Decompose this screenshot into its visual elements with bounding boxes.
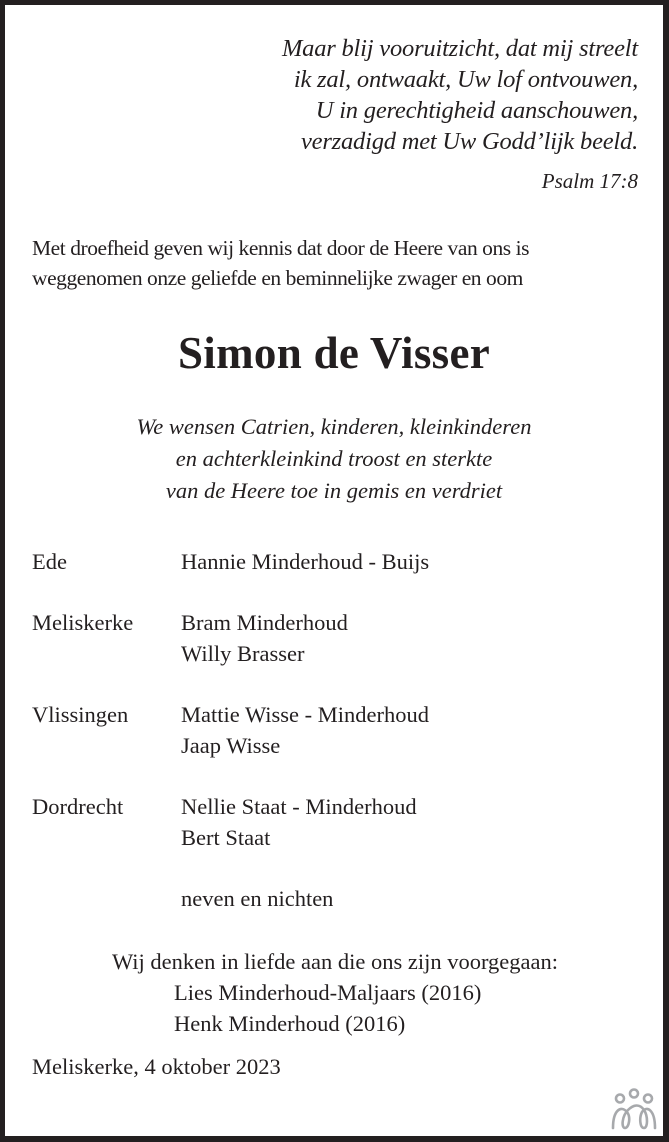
family-member: Bert Staat bbox=[181, 825, 271, 850]
family-place: Dordrecht bbox=[32, 794, 124, 819]
wish-text: van de Heere toe in gemis en verdriet bbox=[165, 478, 503, 503]
family-entry bbox=[32, 607, 652, 669]
condolence-wish bbox=[5, 411, 663, 507]
family-member: Mattie Wisse - Minderhoud bbox=[181, 702, 430, 727]
people-group-icon bbox=[610, 1088, 658, 1130]
family-place: Meliskerke bbox=[32, 610, 134, 635]
family-member: Bram Minderhoud bbox=[181, 610, 348, 635]
family-place: Ede bbox=[32, 549, 67, 574]
place-and-date: Meliskerke, 4 oktober 2023 bbox=[32, 1054, 281, 1079]
verse-line: verzadigd met Uw Godd’lijk beeld. bbox=[300, 128, 638, 155]
obituary-card bbox=[5, 5, 663, 1136]
family-member: Willy Brasser bbox=[181, 641, 305, 666]
announcement-line: Met droefheid geven wij kennis dat door de Heere van ons is bbox=[32, 236, 530, 260]
remembered-person: Henk Minderhoud (2016) bbox=[174, 1011, 406, 1036]
family-entry bbox=[32, 791, 652, 853]
wish-line bbox=[5, 475, 663, 507]
deceased-name: Simon de Visser bbox=[177, 328, 491, 378]
verse-line: Maar blij vooruitzicht, dat mij streelt bbox=[281, 35, 638, 62]
family-place: Vlissingen bbox=[32, 702, 129, 727]
family-people bbox=[181, 883, 333, 914]
family-member: Nellie Staat - Minderhoud bbox=[181, 794, 417, 819]
family-people bbox=[181, 699, 429, 761]
wish-line bbox=[5, 443, 663, 475]
family-people bbox=[181, 607, 348, 669]
verse-line: U in gerechtigheid aanschouwen, bbox=[315, 97, 638, 124]
remembrance-section bbox=[5, 946, 663, 1039]
wish-text: en achterkleinkind troost en sterkte bbox=[175, 446, 493, 471]
verse-reference: Psalm 17:8 bbox=[541, 169, 638, 193]
wish-text: We wensen Catrien, kinderen, kleinkinderen bbox=[136, 414, 532, 439]
family-entry bbox=[32, 546, 652, 577]
announcement-text bbox=[32, 233, 652, 293]
family-member: Jaap Wisse bbox=[181, 733, 281, 758]
announcement-line: weggenomen onze geliefde en beminnelijke zwager en oom bbox=[32, 266, 523, 290]
family-member: neven en nichten bbox=[181, 886, 334, 911]
remembered-person: Lies Minderhoud-Maljaars (2016) bbox=[174, 980, 482, 1005]
family-people bbox=[181, 791, 417, 853]
remembrance-heading: Wij denken in liefde aan die ons zijn voorgegaan: bbox=[111, 949, 559, 974]
family-place bbox=[32, 883, 181, 914]
family-entry bbox=[32, 699, 652, 761]
family-people bbox=[181, 546, 429, 577]
family-member: Hannie Minderhoud - Buijs bbox=[181, 549, 430, 574]
psalm-verse bbox=[282, 33, 638, 157]
verse-line: ik zal, ontwaakt, Uw lof ontvouwen, bbox=[293, 66, 638, 93]
family-list bbox=[32, 546, 652, 944]
wish-line bbox=[5, 411, 663, 443]
family-entry bbox=[32, 883, 652, 914]
